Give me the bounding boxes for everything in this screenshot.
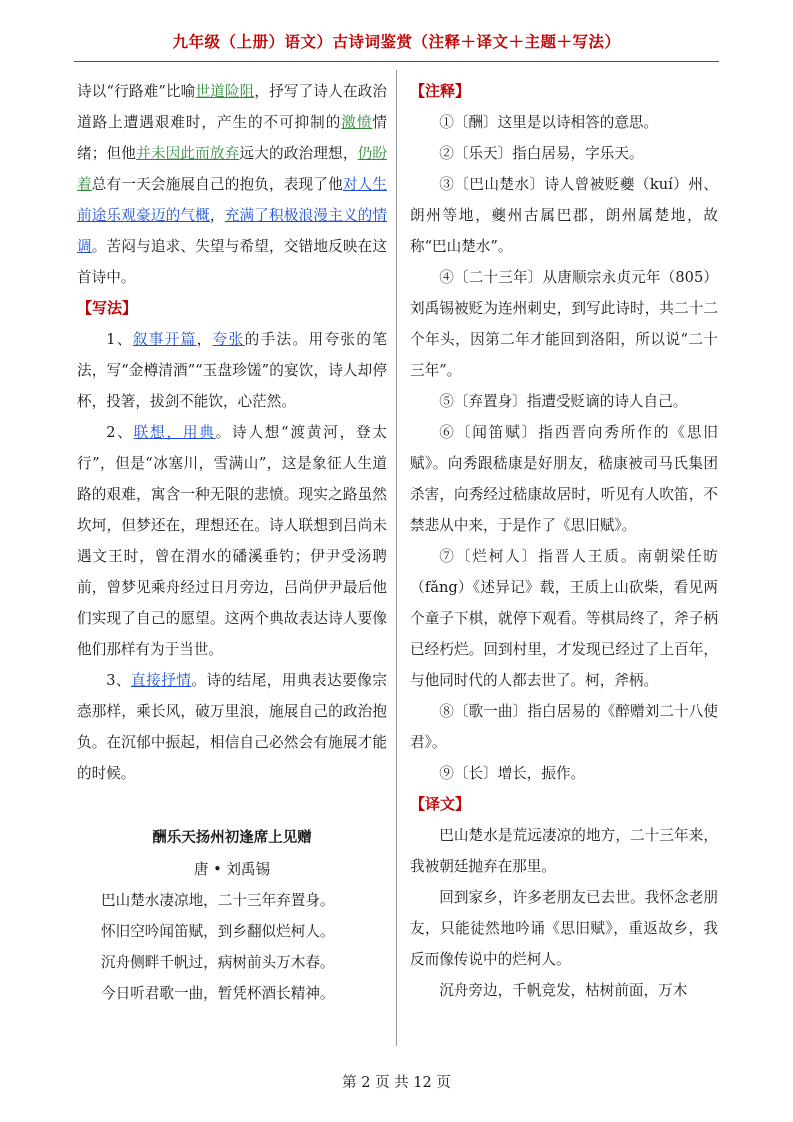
writing-heading: 【写法】 (77, 299, 138, 317)
keyword: 直接抒情 (131, 672, 192, 689)
keyword: 并未因此而放弃 (136, 145, 240, 162)
note-item: ⑦〔烂柯人〕指晋人王质。南朝梁任昉（fǎng）《述异记》载，王质上山砍柴，看见两个童子下棋，就停下观看。等棋局终了，斧子柄已经朽烂。回到村里，才发现已经过了上百年，与他同时代的人都去世了。柯，斧柄。 (410, 548, 718, 689)
theme-paragraph (77, 76, 387, 293)
right-column (410, 76, 718, 1006)
header-rule (74, 61, 719, 62)
translation-paragraph: 回到家乡，许多老朋友已去世。我怀念老朋友，只能徒然地吟诵《思旧赋》，重返故乡，我反而像传说中的烂柯人。 (410, 889, 718, 968)
text-run: 。苦闷与追求、失望与希望，交错地反映在这首诗中。 (77, 238, 387, 286)
poem-line: 沉舟侧畔千帆过，病树前头万木春。 (101, 954, 335, 971)
text-run: 总有一天会施展自己的抱负，表现了他 (91, 176, 343, 193)
poem-line: 怀旧空吟闻笛赋，到乡翻似烂柯人。 (101, 923, 335, 940)
page-footer: 第 2 页 共 12 页 (342, 1075, 451, 1091)
note-item: ⑤〔弃置身〕指遭受贬谪的诗人自己。 (439, 393, 688, 410)
keyword: 联想，用典 (133, 424, 216, 441)
left-column (77, 76, 387, 1009)
item-number: 3、 (106, 672, 132, 689)
text-run: 诗以“行路难”比喻 (77, 83, 196, 100)
text-run: 的手法。用夸张的笔法，写“金樽清酒”“玉盘珍馐”的宴饮，诗人却停杯，投箸，拔剑不能饮，心茫然。 (77, 331, 387, 410)
notes-heading: 【注释】 (410, 82, 471, 100)
poem-line: 今日听君歌一曲，暂凭杯酒长精神。 (101, 985, 335, 1002)
keyword: 充满了积极浪漫主义的情调 (77, 207, 387, 255)
text-run: 。诗人想“渡黄河，登太行”，但是“冰塞川，雪满山”，这是象征人生道路的艰难，寓含一种无限的悲愤。现实之路虽然坎坷，但梦还在，理想还在。诗人联想到吕尚未遇文王时，曾在渭水的磻溪垂钓；伊尹受汤聘前，曾梦见乘舟经过日月旁边，吕尚伊尹最后他们实现了自己的愿望。这两个典故表达诗人要像他们那样有为于当世。 (77, 424, 387, 658)
keyword: 对人生前途乐观豪迈的气概 (77, 176, 387, 224)
writing-item-1 (77, 324, 387, 417)
column-divider (396, 70, 397, 1046)
text-run: 远大的政治理想， (239, 145, 358, 162)
note-item: ⑨〔长〕增长，振作。 (439, 765, 586, 782)
poem-title: 酬乐天扬州初逢席上见赠 (152, 830, 312, 846)
item-number: 1、 (106, 331, 133, 348)
keyword: 世道险阻 (195, 83, 255, 100)
text-run: 。诗的结尾，用典表达要像宗悫那样，乘长风，破万里浪，施展自己的政治抱负。在沉郁中振起，相信自己必然会有施展才能的时候。 (77, 672, 387, 782)
text-run: ， (209, 207, 225, 224)
keyword: 夸张 (212, 331, 245, 348)
item-number: 2、 (106, 424, 134, 441)
keyword: 激愤 (341, 114, 373, 131)
translation-paragraph: 沉舟旁边，千帆竞发，枯树前面，万木 (439, 982, 688, 999)
keyword: 仍盼着 (77, 145, 387, 193)
note-item: ④〔二十三年〕从唐顺宗永贞元年（805）刘禹锡被贬为连州刺史，到写此诗时，共二十二个年头，因第二年才能回到洛阳，所以说“二十三年”。 (410, 269, 718, 379)
writing-item-2 (77, 417, 387, 665)
note-item: ⑧〔歌一曲〕指白居易的《醉赠刘二十八使君》。 (410, 703, 718, 751)
keyword: 叙事开篇 (132, 331, 197, 348)
note-item: ⑥〔闻笛赋〕指西晋向秀所作的《思旧赋》。向秀跟嵇康是好朋友，嵇康被司马氏集团杀害，向秀经过嵇康故居时，听见有人吹笛，不禁悲从中来，于是作了《思旧赋》。 (410, 424, 718, 534)
translation-paragraph: 巴山楚水是荒远凄凉的地方，二十三年来，我被朝廷抛弃在那里。 (410, 827, 718, 875)
poem-line: 巴山楚水凄凉地，二十三年弃置身。 (101, 892, 335, 909)
note-item: ②〔乐天〕指白居易，字乐天。 (439, 145, 644, 162)
text-run: ， (196, 331, 213, 348)
note-item: ①〔酬〕这里是以诗相答的意思。 (439, 114, 659, 131)
page-header-title: 九年级（上册）语文）古诗词鉴赏（注释＋译文＋主题＋写法） (172, 33, 621, 51)
text-run: 情绪；但他 (77, 114, 387, 162)
translation-heading: 【译文】 (410, 795, 471, 813)
writing-item-3 (77, 665, 387, 789)
text-run: ，抒写了诗人在政治道路上遭遇艰难时，产生的不可抑制的 (77, 83, 387, 131)
note-item: ③〔巴山楚水〕诗人曾被贬夔（kuí）州、朗州等地，夔州古属巴郡，朗州属楚地，故称“巴山楚水”。 (410, 176, 718, 255)
poem-author: 唐 • 刘禹锡 (193, 861, 271, 878)
